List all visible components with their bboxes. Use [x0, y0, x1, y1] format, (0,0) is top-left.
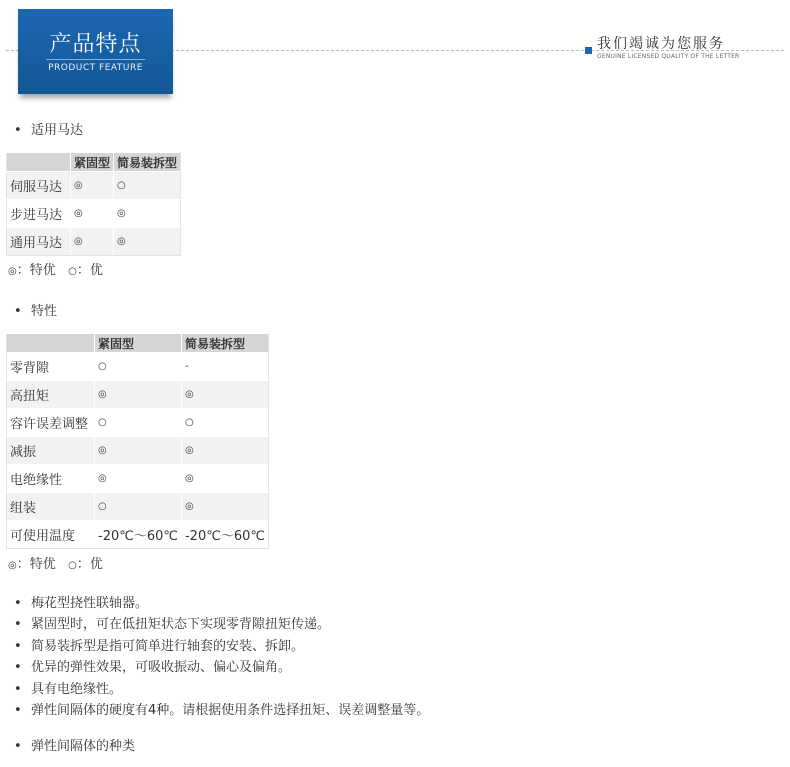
- table-row: [7, 521, 269, 549]
- list-item: • 具有电绝缘性。: [14, 679, 429, 700]
- table-header-cell: 简易装拆型: [114, 153, 181, 172]
- rating-cell: ◎: [181, 437, 268, 465]
- table-header-cell: 紧固型: [95, 334, 182, 353]
- service-title: 我们竭诚为您服务: [597, 36, 725, 52]
- motor-table: [6, 152, 181, 256]
- rating-cell: ◎: [114, 228, 181, 256]
- legend-text-excellent: ：特优: [16, 557, 56, 572]
- rating-cell: ○: [95, 493, 182, 521]
- legend-symbol-excellent: ◎: [8, 560, 17, 571]
- legend-text-good: ：优: [76, 557, 103, 572]
- table-row: [7, 493, 269, 521]
- list-item: • 弹性间隔体的硬度有4种。请根据使用条件选择扭矩、误差调整量等。: [14, 700, 429, 721]
- table-header-cell: 紧固型: [71, 153, 114, 172]
- section-heading-motors: • 适用马达: [14, 119, 83, 138]
- product-feature-badge: [18, 9, 173, 94]
- table-row: [7, 353, 269, 381]
- row-label: 电绝缘性: [7, 465, 95, 493]
- row-label: 高扭矩: [7, 381, 95, 409]
- rating-cell: ◎: [95, 465, 182, 493]
- badge-subtitle: PRODUCT FEATURE: [48, 63, 143, 73]
- rating-cell: ○: [114, 172, 181, 200]
- table-row: [7, 172, 181, 200]
- row-label: 伺服马达: [7, 172, 71, 200]
- table-header-cell: 简易装拆型: [181, 334, 268, 353]
- row-label: 减振: [7, 437, 95, 465]
- badge-title: 产品特点: [49, 32, 142, 57]
- rating-cell: ◎: [181, 465, 268, 493]
- table-row: [7, 200, 181, 228]
- row-label: 组装: [7, 493, 95, 521]
- row-label: 容许误差调整: [7, 409, 95, 437]
- rating-legend: [8, 553, 103, 572]
- list-item: • 优异的弹性效果，可吸收振动、偏心及偏角。: [14, 657, 429, 678]
- row-label: 可使用温度: [7, 521, 95, 549]
- rating-cell: ◎: [114, 200, 181, 228]
- service-slogan: [583, 33, 783, 65]
- legend-text-excellent: ：特优: [16, 263, 56, 278]
- list-item: • 梅花型挠性联轴器。: [14, 593, 429, 614]
- rating-cell: ◎: [95, 381, 182, 409]
- table-header-cell: [7, 153, 71, 172]
- rating-legend: [8, 259, 103, 278]
- section-heading-features: • 特性: [14, 300, 57, 319]
- rating-cell: ◎: [71, 172, 114, 200]
- rating-cell: ◎: [181, 381, 268, 409]
- rating-cell: ○: [95, 409, 182, 437]
- badge-rule: [46, 59, 145, 60]
- list-item: • 简易装拆型是指可简单进行轴套的安装、拆卸。: [14, 636, 429, 657]
- temperature-cell: -20℃～60℃: [95, 521, 182, 549]
- row-label: 零背隙: [7, 353, 95, 381]
- table-row: [7, 381, 269, 409]
- feature-table: [6, 333, 269, 549]
- table-row: [7, 228, 181, 256]
- rating-cell: ◎: [71, 200, 114, 228]
- temperature-cell: -20℃～60℃: [181, 521, 268, 549]
- legend-symbol-excellent: ◎: [8, 266, 17, 277]
- row-label: 通用马达: [7, 228, 71, 256]
- row-label: 步进马达: [7, 200, 71, 228]
- rating-cell: ○: [95, 353, 182, 381]
- legend-symbol-good: ○: [68, 560, 77, 571]
- legend-text-good: ：优: [76, 263, 103, 278]
- legend-symbol-good: ○: [68, 266, 77, 277]
- table-header-row: [7, 153, 181, 172]
- rating-cell: ◎: [71, 228, 114, 256]
- rating-cell: ○: [181, 409, 268, 437]
- service-subtitle: GENUINE LICENSED QUALITY OF THE LETTER: [597, 53, 740, 60]
- table-row: [7, 465, 269, 493]
- rating-cell: ◎: [95, 437, 182, 465]
- feature-list: [14, 593, 429, 721]
- section-heading-spacer-types: • 弹性间隔体的种类: [14, 735, 135, 754]
- table-row: [7, 409, 269, 437]
- table-row: [7, 437, 269, 465]
- list-item: • 紧固型时，可在低扭矩状态下实现零背隙扭矩传递。: [14, 614, 429, 635]
- page-header: [0, 0, 790, 105]
- table-header-cell: [7, 334, 95, 353]
- rating-cell: ◎: [181, 493, 268, 521]
- table-header-row: [7, 334, 269, 353]
- rating-cell: -: [181, 353, 268, 381]
- square-icon: [585, 47, 592, 54]
